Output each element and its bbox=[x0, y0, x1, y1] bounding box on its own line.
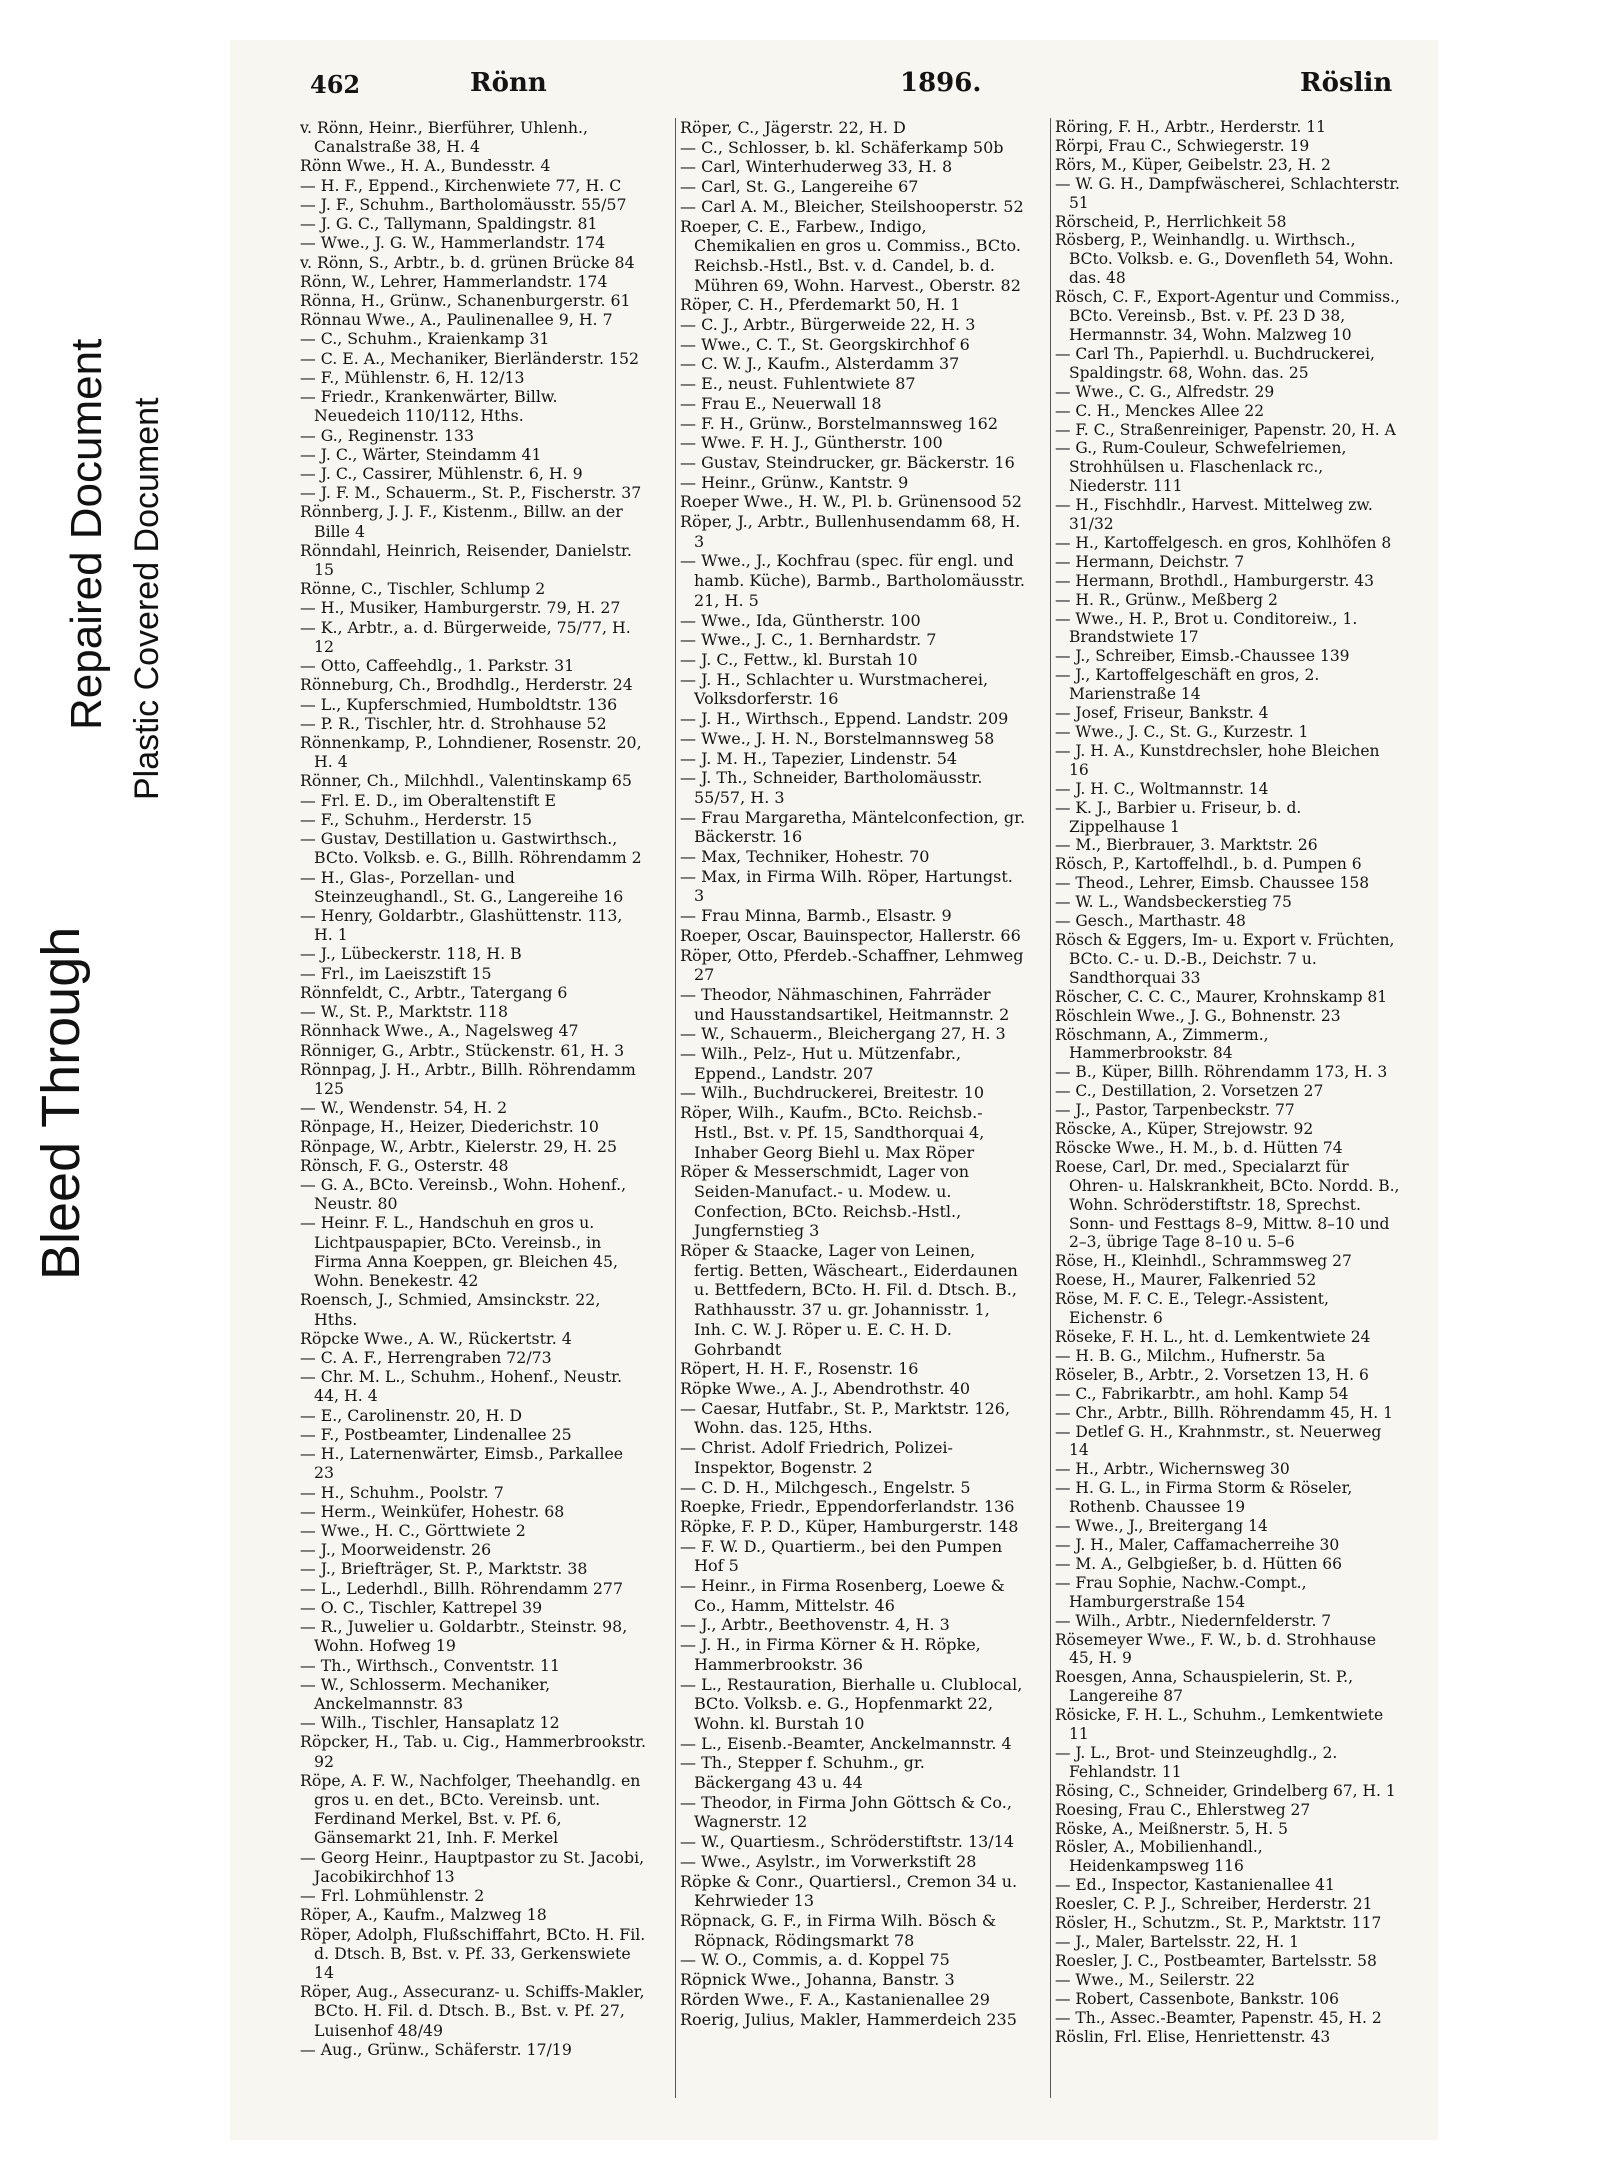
directory-entry: Rösler, H., Schutzm., St. P., Marktstr. 117 bbox=[1055, 1914, 1382, 1933]
directory-entry: Röper, C., Jägerstr. 22, H. D bbox=[680, 118, 906, 137]
directory-entry: — J. G. C., Tallymann, Spaldingstr. 81 bbox=[300, 214, 598, 234]
directory-entry: — C., Destillation, 2. Vorsetzen 27 bbox=[1055, 1082, 1324, 1101]
directory-entry: — Henry, Goldarbtr., Glashüttenstr. 113, H. 1 bbox=[300, 905, 623, 945]
directory-entry: — J., Arbtr., Beethovenstr. 4, H. 3 bbox=[680, 1615, 950, 1635]
directory-entry: — C. A. F., Herrengraben 72/73 bbox=[300, 1348, 552, 1367]
directory-entry: Röscher, C. C. C., Maurer, Krohnskamp 81 bbox=[1055, 987, 1388, 1006]
directory-entry: — Aug., Grünw., Schäferstr. 17/19 bbox=[300, 2039, 572, 2059]
directory-entry: — Max, Techniker, Hohestr. 70 bbox=[680, 847, 930, 867]
directory-column-2 bbox=[675, 118, 1026, 2098]
directory-entry: Röring, F. H., Arbtr., Herderstr. 11 bbox=[1055, 118, 1326, 136]
directory-entry: Röpcker, H., Tab. u. Cig., Hammerbrookstr. 92 bbox=[300, 1732, 646, 1771]
directory-entry: Rönna, H., Grünw., Schanenburgerstr. 61 bbox=[300, 290, 631, 310]
directory-entry: Röper & Messerschmidt, Lager von Seiden-Manufact.- u. Modew. u. Confection, BCto. Reichsb.-Hstl., Jungfernstieg 3 bbox=[680, 1162, 970, 1241]
directory-entry: — J. C., Cassirer, Mühlenstr. 6, H. 9 bbox=[300, 463, 583, 483]
directory-entry: Röslin, Frl. Elise, Henriettenstr. 43 bbox=[1055, 2027, 1331, 2046]
directory-entry: — J. H., in Firma Körner & H. Röpke, Hammerbrookstr. 36 bbox=[680, 1635, 981, 1674]
directory-entry: — J. C., Fettw., kl. Burstah 10 bbox=[680, 649, 918, 669]
directory-entry: Röpcke Wwe., A. W., Rückertstr. 4 bbox=[300, 1328, 572, 1348]
directory-entry: Roese, H., Maurer, Falkenried 52 bbox=[1055, 1271, 1317, 1290]
directory-entry: Röscke, A., Küper, Strejowstr. 92 bbox=[1055, 1120, 1314, 1139]
directory-entry: Roesgen, Anna, Schauspielerin, St. P., Langereihe 87 bbox=[1055, 1668, 1354, 1706]
directory-entry: — E., neust. Fuhlentwiete 87 bbox=[680, 374, 916, 394]
directory-entry: — Frau Margaretha, Mäntelconfection, gr. Bäckerstr. 16 bbox=[680, 807, 1026, 847]
directory-entry: — L., Restauration, Bierhalle u. Clublocal, BCto. Volksb. e. G., Hopfenmarkt 22, Wohn. kl. Burstah 10 bbox=[680, 1674, 1023, 1733]
directory-entry: — Wwe., Ida, Güntherstr. 100 bbox=[680, 610, 921, 630]
directory-entry: Röse, H., Kleinhdl., Schrammsweg 27 bbox=[1055, 1252, 1352, 1271]
directory-entry: — G., Reginenstr. 133 bbox=[300, 425, 474, 445]
directory-entry: — J. F., Schuhm., Bartholomäusstr. 55/57 bbox=[300, 194, 627, 214]
directory-entry: — C. D. H., Milchgesch., Engelstr. 5 bbox=[680, 1477, 971, 1497]
directory-entry: Röpert, H. H. F., Rosenstr. 16 bbox=[680, 1359, 919, 1379]
header-year: 1896. bbox=[900, 68, 982, 98]
directory-entry: — Wwe., J. C., 1. Bernhardstr. 7 bbox=[680, 630, 937, 650]
directory-entry: Rörscheid, P., Herrlichkeit 58 bbox=[1055, 212, 1287, 231]
directory-entry: — Wilh., Buchdruckerei, Breitestr. 10 bbox=[680, 1083, 985, 1103]
directory-entry: — Wilh., Arbtr., Niedernfelderstr. 7 bbox=[1055, 1611, 1332, 1630]
directory-entry: Roesler, C. P. J., Schreiber, Herderstr. 21 bbox=[1055, 1895, 1373, 1914]
directory-entry: — C., Fabrikarbtr., am hohl. Kamp 54 bbox=[1055, 1384, 1349, 1403]
directory-entry: — Georg Heinr., Hauptpastor zu St. Jacobi, Jacobikirchhof 13 bbox=[300, 1847, 645, 1886]
directory-entry: — G. A., BCto. Vereinsb., Wohn. Hohenf., Neustr. 80 bbox=[300, 1175, 627, 1214]
directory-entry: — Wwe., H. P., Brot u. Conditoreiw., 1. Brandstwiete 17 bbox=[1055, 609, 1358, 647]
directory-entry: Röpke Wwe., A. J., Abendrothstr. 40 bbox=[680, 1379, 971, 1398]
directory-entry: Röpnack, G. F., in Firma Wilh. Bösch & Röpnack, Rödingsmarkt 78 bbox=[680, 1910, 997, 1950]
plastic-covered-label: Plastic Covered Document bbox=[128, 397, 166, 800]
directory-entry: Rönpage, H., Heizer, Diederichstr. 10 bbox=[300, 1117, 599, 1137]
directory-entry: — C., Schuhm., Kraienkamp 31 bbox=[300, 329, 550, 349]
directory-entry: — Wwe., J., Kochfrau (spec. für engl. und hamb. Küche), Barmb., Bartholomäusstr. 21, H. 5 bbox=[680, 551, 1026, 610]
directory-entry: — Th., Assec.-Beamter, Papenstr. 45, H. 2 bbox=[1055, 2008, 1382, 2027]
directory-entry: Roese, Carl, Dr. med., Specialarzt für Ohren- u. Halskrankheit, BCto. Nordd. B., Wohn. Schröderstiftstr. 18, Sprechst. Sonn- und Festtags 8–9, Mittw. 8–10 und 2–3, übrige Tage 8–10 u. 5–6 bbox=[1055, 1157, 1400, 1252]
directory-entry: — W. G. H., Dampfwäscherei, Schlachterstr. 51 bbox=[1055, 174, 1400, 212]
directory-column-3 bbox=[1050, 118, 1401, 2098]
directory-entry: — J., Schreiber, Eimsb.-Chaussee 139 bbox=[1055, 647, 1350, 666]
directory-entry: — Wwe., C. G., Alfredstr. 29 bbox=[1055, 382, 1275, 401]
directory-entry: — W., Schauerm., Bleichergang 27, H. 3 bbox=[680, 1024, 1006, 1044]
directory-entry: — J. C., Wärter, Steindamm 41 bbox=[300, 444, 542, 464]
header-left-keyword: Rönn bbox=[470, 68, 547, 98]
directory-entry: — J. H., Schlachter u. Wurstmacherei, Volksdorferstr. 16 bbox=[680, 669, 989, 709]
bleed-through-label: Bleed Through bbox=[31, 926, 91, 1280]
directory-entry: — C. W. J., Kaufm., Alsterdamm 37 bbox=[680, 354, 960, 374]
directory-entry: — Chr. M. L., Schuhm., Hohenf., Neustr. 44, H. 4 bbox=[300, 1367, 622, 1406]
directory-entry: — R., Juwelier u. Goldarbtr., Steinstr. 98, Wohn. Hofweg 19 bbox=[300, 1617, 628, 1656]
directory-entry: — Robert, Cassenbote, Bankstr. 106 bbox=[1055, 1989, 1340, 2008]
directory-entry: — Frl. Lohmühlenstr. 2 bbox=[300, 1886, 485, 1906]
directory-entry: — H., Schuhm., Poolstr. 7 bbox=[300, 1482, 504, 1502]
directory-entry: Röscke Wwe., H. M., b. d. Hütten 74 bbox=[1055, 1138, 1343, 1157]
directory-entry: Röpke & Conr., Quartiersl., Cremon 34 u. Kehrwieder 13 bbox=[680, 1871, 1018, 1911]
directory-entry: — J., Moorweidenstr. 26 bbox=[300, 1540, 492, 1560]
directory-entry: Rösch & Eggers, Im- u. Export v. Früchten, BCto. C.- u. D.-B., Deichstr. 7 u. Sandthorquai 33 bbox=[1055, 930, 1395, 987]
directory-entry: Röper, Otto, Pferdeb.-Schaffner, Lehmweg 27 bbox=[680, 945, 1024, 985]
directory-entry: Rönnau Wwe., A., Paulinenallee 9, H. 7 bbox=[300, 310, 613, 330]
directory-entry: Rörs, M., Küper, Geibelstr. 23, H. 2 bbox=[1055, 155, 1331, 174]
directory-entry: — Theodor, Nähmaschinen, Fahrräder und Hausstandsartikel, Heitmannstr. 2 bbox=[680, 984, 1010, 1024]
directory-entry: — E., Carolinenstr. 20, H. D bbox=[300, 1405, 523, 1425]
directory-entry: — Wwe., H. C., Görttwiete 2 bbox=[300, 1520, 526, 1540]
directory-entry: Rönndahl, Heinrich, Reisender, Danielstr. 15 bbox=[300, 540, 632, 580]
directory-entry: — Heinr., Grünw., Kantstr. 9 bbox=[680, 472, 909, 492]
directory-entry: — F. C., Straßenreiniger, Papenstr. 20, H. A bbox=[1055, 420, 1396, 439]
directory-entry: Röschlein Wwe., J. G., Bohnenstr. 23 bbox=[1055, 1006, 1341, 1025]
directory-entry: — Friedr., Krankenwärter, Billw. Neuedeich 110/112, Hths. bbox=[300, 387, 558, 426]
directory-entry: — C. E. A., Mechaniker, Bierländerstr. 152 bbox=[300, 348, 640, 368]
directory-entry: — Ed., Inspector, Kastanienallee 41 bbox=[1055, 1876, 1335, 1895]
directory-entry: Roeper, C. E., Farbew., Indigo, Chemikalien en gros u. Commiss., BCto. Reichsb.-Hstl., Bst. v. d. Candel, b. d. Mühren 69, Wohn. Harvest., Oberstr. 82 bbox=[680, 216, 1021, 295]
directory-entry: v. Rönn, Heinr., Bierführer, Uhlenh., Canalstraße 38, H. 4 bbox=[300, 118, 589, 157]
directory-entry: — Wilh., Tischler, Hansaplatz 12 bbox=[300, 1713, 560, 1733]
directory-entry: Rönner, Ch., Milchhdl., Valentinskamp 65 bbox=[300, 771, 632, 791]
directory-entry: — C. H., Menckes Allee 22 bbox=[1055, 401, 1265, 420]
directory-entry: — Frl. E. D., im Oberaltenstift E bbox=[300, 790, 557, 810]
directory-entry: — L., Lederhdl., Billh. Röhrendamm 277 bbox=[300, 1578, 623, 1598]
directory-entry: — G., Rum-Couleur, Schwefelriemen, Strohhülsen u. Flaschenlack rc., Niederstr. 111 bbox=[1055, 439, 1347, 496]
directory-entry: — Th., Stepper f. Schuhm., gr. Bäckergang 43 u. 44 bbox=[680, 1753, 925, 1793]
directory-entry: Roesler, J. C., Postbeamter, Bartelsstr. 58 bbox=[1055, 1951, 1377, 1970]
directory-entry: — H. F., Eppend., Kirchenwiete 77, H. C bbox=[300, 175, 622, 195]
directory-entry: — Chr., Arbtr., Billh. Röhrendamm 45, H. 1 bbox=[1055, 1403, 1393, 1422]
header-right-keyword: Röslin bbox=[1300, 68, 1393, 98]
directory-entry: — J., Lübeckerstr. 118, H. B bbox=[300, 944, 522, 964]
directory-entry: Roerig, Julius, Makler, Hammerdeich 235 bbox=[680, 2009, 1017, 2029]
directory-entry: Rösch, C. F., Export-Agentur und Commiss., BCto. Vereinsb., Bst. v. Pf. 23 D 38, Hermannstr. 34, Wohn. Malzweg 10 bbox=[1055, 288, 1400, 344]
directory-entry: — Carl, St. G., Langereihe 67 bbox=[680, 177, 919, 197]
directory-entry: Roensch, J., Schmied, Amsinckstr. 22, Hths. bbox=[300, 1290, 601, 1329]
directory-entry: Röseler, B., Arbtr., 2. Vorsetzen 13, H. 6 bbox=[1055, 1365, 1369, 1384]
directory-entry: — Wwe., J. G. W., Hammerlandstr. 174 bbox=[300, 233, 606, 253]
directory-entry: — Carl A. M., Bleicher, Steilshooperstr. 52 bbox=[680, 196, 1024, 216]
directory-entry: — F., Postbeamter, Lindenallee 25 bbox=[300, 1424, 572, 1444]
directory-entry: Roesing, Frau C., Ehlerstweg 27 bbox=[1055, 1800, 1311, 1819]
directory-entry: Röschmann, A., Zimmerm., Hammerbrookstr. 84 bbox=[1055, 1025, 1269, 1063]
directory-entry: Roeper, Oscar, Bauinspector, Hallerstr. 66 bbox=[680, 925, 1021, 945]
directory-entry: — Otto, Caffeehdlg., 1. Parkstr. 31 bbox=[300, 656, 575, 676]
directory-entry: — H. G. L., in Firma Storm & Röseler, Rothenb. Chaussee 19 bbox=[1055, 1479, 1353, 1517]
directory-entry: — O. C., Tischler, Kattrepel 39 bbox=[300, 1597, 543, 1617]
directory-entry: — F. W. D., Quartierm., bei den Pumpen Hof 5 bbox=[680, 1536, 1003, 1576]
directory-entry: — Wilh., Pelz-, Hut u. Mützenfabr., Eppend., Landstr. 207 bbox=[680, 1044, 962, 1083]
directory-entry: — Theod., Lehrer, Eimsb. Chaussee 158 bbox=[1055, 874, 1370, 893]
directory-entry: — Carl, Winterhuderweg 33, H. 8 bbox=[680, 157, 953, 177]
directory-entry: — H., Arbtr., Wichernsweg 30 bbox=[1055, 1460, 1290, 1479]
directory-entry: — Gustav, Destillation u. Gastwirthsch., BCto. Volksb. e. G., Billh. Röhrendamm 2 bbox=[300, 829, 642, 868]
directory-entry: — C., Schlosser, b. kl. Schäferkamp 50b bbox=[680, 137, 1004, 157]
directory-entry: Röper, J., Arbtr., Bullenhusendamm 68, H. 3 bbox=[680, 512, 1021, 551]
directory-entry: — Wwe., Asylstr., im Vorwerkstift 28 bbox=[680, 1851, 977, 1871]
directory-entry: Rönn, W., Lehrer, Hammerlandstr. 174 bbox=[300, 271, 608, 291]
directory-entry: Röpe, A. F. W., Nachfolger, Theehandlg. en gros u. en det., BCto. Vereinsb. unt. Ferdinand Merkel, Bst. v. Pf. 6, Gänsemarkt 21, Inh. F. Merkel bbox=[300, 1770, 641, 1848]
directory-entry: — Heinr. F. L., Handschuh en gros u. Lichtpauspapier, BCto. Vereinsb., in Firma Anna Koeppen, gr. Bleichen 45, Wohn. Benekestr. 42 bbox=[300, 1213, 619, 1291]
directory-entry: — Theodor, in Firma John Göttsch & Co., Wagnerstr. 12 bbox=[680, 1792, 1012, 1832]
directory-entry: — H., Musiker, Hamburgerstr. 79, H. 27 bbox=[300, 598, 621, 618]
directory-entry: — K., Arbtr., a. d. Bürgerweide, 75/77, H. 12 bbox=[300, 617, 631, 656]
directory-entry: — K. J., Barbier u. Friseur, b. d. Zippelhause 1 bbox=[1055, 798, 1302, 836]
directory-entry: — F. H., Grünw., Borstelmannsweg 162 bbox=[680, 413, 998, 433]
directory-entry: — J., Maler, Bartelsstr. 22, H. 1 bbox=[1055, 1933, 1299, 1951]
directory-entry: Roeper Wwe., H. W., Pl. b. Grünensood 52 bbox=[680, 492, 1022, 512]
directory-entry: — W., St. P., Marktstr. 118 bbox=[300, 1002, 508, 1022]
directory-entry: Rösicke, F. H. L., Schuhm., Lemkentwiete 11 bbox=[1055, 1706, 1384, 1744]
directory-entry: — Wwe. F. H. J., Güntherstr. 100 bbox=[680, 433, 943, 453]
directory-entry: — Wwe., J. C., St. G., Kurzestr. 1 bbox=[1055, 723, 1309, 741]
directory-entry: — W., Wendenstr. 54, H. 2 bbox=[300, 1098, 508, 1118]
directory-entry: — J., Briefträger, St. P., Marktstr. 38 bbox=[300, 1559, 588, 1579]
directory-entry: — F., Schuhm., Herderstr. 15 bbox=[300, 809, 533, 829]
directory-entry: — Josef, Friseur, Bankstr. 4 bbox=[1055, 704, 1269, 723]
directory-entry: — Frl., im Laeiszstift 15 bbox=[300, 963, 492, 983]
directory-entry: — Wwe., M., Seilerstr. 22 bbox=[1055, 1970, 1255, 1989]
directory-entry: Rönniger, G., Arbtr., Stückenstr. 61, H. 3 bbox=[300, 1040, 625, 1060]
directory-entry: Rösler, A., Mobilienhandl., Heidenkampsweg 116 bbox=[1055, 1838, 1263, 1876]
directory-entry: — H., Fischhdlr., Harvest. Mittelweg zw. 31/32 bbox=[1055, 496, 1373, 534]
directory-entry: — W. L., Wandsbeckerstieg 75 bbox=[1055, 893, 1292, 912]
directory-columns bbox=[300, 118, 1400, 2098]
directory-entry: — J., Pastor, Tarpenbeckstr. 77 bbox=[1055, 1101, 1295, 1120]
directory-entry: — J. M. H., Tapezier, Lindenstr. 54 bbox=[680, 748, 958, 768]
directory-entry: — J. H., Maler, Caffamacherreihe 30 bbox=[1055, 1535, 1340, 1554]
directory-entry: Rönn Wwe., H. A., Bundesstr. 4 bbox=[300, 156, 551, 176]
directory-entry: — H., Glas-, Porzellan- und Steinzeughandl., St. G., Langereihe 16 bbox=[300, 867, 624, 906]
directory-entry: Röpke, F. P. D., Küper, Hamburgerstr. 148 bbox=[680, 1516, 1019, 1536]
directory-entry: Rösberg, P., Weinhandlg. u. Wirthsch., BCto. Volksb. e. G., Dovenfleth 54, Wohn. das. 48 bbox=[1055, 231, 1394, 288]
directory-entry: — Heinr., in Firma Rosenberg, Loewe & Co., Hamm, Mittelstr. 46 bbox=[680, 1576, 1005, 1615]
directory-entry: Röper & Staacke, Lager von Leinen, fertig. Betten, Wäscheart., Eiderdaunen u. Bettfedern, BCto. H. Fil. d. Dtsch. B., Rathhausstr. 37 u. gr. Johannisstr. 1, Inh. C. W. J. Röper u. E. C. H. D. Gohrbandt bbox=[680, 1241, 1018, 1359]
scan-condition-labels bbox=[0, 200, 215, 2100]
directory-entry: v. Rönn, S., Arbtr., b. d. grünen Brücke 84 bbox=[300, 252, 635, 272]
directory-entry: — L., Kupferschmied, Humboldtstr. 136 bbox=[300, 694, 618, 714]
directory-entry: Rönpage, W., Arbtr., Kielerstr. 29, H. 25 bbox=[300, 1136, 618, 1156]
directory-entry: — Frau Minna, Barmb., Elsastr. 9 bbox=[680, 906, 952, 926]
directory-entry: Röper, A., Kaufm., Malzweg 18 bbox=[300, 1905, 547, 1925]
directory-entry: — L., Eisenb.-Beamter, Anckelmannstr. 4 bbox=[680, 1733, 1012, 1753]
directory-entry: — W., Schlosserm. Mechaniker, Anckelmannstr. 83 bbox=[300, 1674, 551, 1713]
directory-entry: Rönnenkamp, P., Lohndiener, Rosenstr. 20, H. 4 bbox=[300, 733, 642, 772]
directory-entry: Röseke, F. H. L., ht. d. Lemkentwiete 24 bbox=[1055, 1328, 1371, 1346]
directory-entry: Röse, M. F. C. E., Telegr.-Assistent, Eichenstr. 6 bbox=[1055, 1290, 1329, 1328]
directory-entry: Rönne, C., Tischler, Schlump 2 bbox=[300, 579, 546, 599]
directory-entry: — Herm., Weinküfer, Hohestr. 68 bbox=[300, 1501, 565, 1521]
directory-entry: — P. R., Tischler, htr. d. Strohhause 52 bbox=[300, 713, 607, 733]
directory-entry: — C. J., Arbtr., Bürgerweide 22, H. 3 bbox=[680, 315, 976, 335]
directory-entry: — J. H., Wirthsch., Eppend. Landstr. 209 bbox=[680, 709, 1009, 729]
directory-entry: — J., Kartoffelgeschäft en gros, 2. Marienstraße 14 bbox=[1055, 666, 1320, 704]
directory-entry: Röper, Adolph, Flußschiffahrt, BCto. H. Fil. d. Dtsch. B, Bst. v. Pf. 33, Gerkenswiete 14 bbox=[300, 1924, 646, 1982]
directory-entry: — Wwe., J. H. N., Borstelmannsweg 58 bbox=[680, 728, 995, 748]
directory-entry: Röske, A., Meißnerstr. 5, H. 5 bbox=[1055, 1819, 1288, 1838]
directory-entry: — Frau E., Neuerwall 18 bbox=[680, 393, 882, 413]
directory-entry: Rönnhack Wwe., A., Nagelsweg 47 bbox=[300, 1021, 579, 1041]
directory-entry: — J. Th., Schneider, Bartholomäusstr. 55/57, H. 3 bbox=[680, 768, 983, 807]
directory-entry: — Detlef G. H., Krahnmstr., st. Neuerweg 14 bbox=[1055, 1422, 1382, 1460]
directory-entry: — J. H. C., Woltmannstr. 14 bbox=[1055, 779, 1269, 798]
directory-entry: — Carl Th., Papierhdl. u. Buchdruckerei, Spaldingstr. 68, Wohn. das. 25 bbox=[1055, 344, 1375, 382]
directory-entry: Röper, Aug., Assecuranz- u. Schiffs-Makler, BCto. H. Fil. d. Dtsch. B., Bst. v. Pf. 27, Luisenhof 48/49 bbox=[300, 1982, 645, 2040]
directory-entry: Rösing, C., Schneider, Grindelberg 67, H. 1 bbox=[1055, 1781, 1396, 1800]
directory-entry: Rösch, P., Kartoffelhdl., b. d. Pumpen 6 bbox=[1055, 855, 1362, 874]
directory-entry: — H. B. G., Milchm., Hufnerstr. 5a bbox=[1055, 1346, 1326, 1365]
directory-entry: Roepke, Friedr., Eppendorferlandstr. 136 bbox=[680, 1497, 1015, 1517]
directory-entry: Röper, Wilh., Kaufm., BCto. Reichsb.-Hstl., Bst. v. Pf. 15, Sandthorquai 4, Inhaber Georg Biehl u. Max Röper bbox=[680, 1103, 985, 1162]
directory-entry: Rönnpag, J. H., Arbtr., Billh. Röhrendamm 125 bbox=[300, 1059, 636, 1098]
directory-entry: — H., Kartoffelgesch. en gros, Kohlhöfen 8 bbox=[1055, 533, 1392, 552]
directory-entry: — J. F. M., Schauerm., St. P., Fischerstr. 37 bbox=[300, 483, 642, 503]
directory-entry: Rönnfeldt, C., Arbtr., Tatergang 6 bbox=[300, 982, 568, 1002]
directory-entry: — W. O., Commis, a. d. Koppel 75 bbox=[680, 1950, 950, 1970]
page-header bbox=[310, 62, 1393, 108]
directory-entry: — Gustav, Steindrucker, gr. Bäckerstr. 16 bbox=[680, 452, 1015, 472]
repaired-document-label: Repaired Document bbox=[62, 338, 111, 730]
directory-entry: Rönnberg, J. J. F., Kistenm., Billw. an der Bille 4 bbox=[300, 502, 623, 541]
directory-entry: Rönsch, F. G., Osterstr. 48 bbox=[300, 1155, 509, 1175]
directory-entry: — W., Quartiesm., Schröderstiftstr. 13/14 bbox=[680, 1832, 1015, 1852]
directory-entry: — J. H. A., Kunstdrechsler, hohe Bleichen 16 bbox=[1055, 741, 1380, 779]
directory-entry: — Hermann, Deichstr. 7 bbox=[1055, 552, 1245, 571]
directory-entry: — H., Laternenwärter, Eimsb., Parkallee 23 bbox=[300, 1444, 624, 1483]
directory-entry: — Wwe., J., Breitergang 14 bbox=[1055, 1517, 1268, 1536]
page-number: 462 bbox=[310, 70, 361, 99]
directory-entry: — Christ. Adolf Friedrich, Polizei-Inspektor, Bogenstr. 2 bbox=[680, 1438, 953, 1477]
directory-entry: — M., Bierbrauer, 3. Marktstr. 26 bbox=[1055, 836, 1318, 855]
directory-entry: Röpnick Wwe., Johanna, Banstr. 3 bbox=[680, 1970, 955, 1990]
directory-entry: — Frau Sophie, Nachw.-Compt., Hamburgerstraße 154 bbox=[1055, 1573, 1307, 1611]
directory-entry: — H. R., Grünw., Meßberg 2 bbox=[1055, 590, 1278, 609]
directory-entry: — F., Mühlenstr. 6, H. 12/13 bbox=[300, 367, 525, 387]
directory-entry: Rönneburg, Ch., Brodhdlg., Herderstr. 24 bbox=[300, 675, 633, 695]
directory-entry: — Max, in Firma Wilh. Röper, Hartungst. 3 bbox=[680, 866, 1013, 906]
directory-entry: Rösemeyer Wwe., F. W., b. d. Strohhause 45, H. 9 bbox=[1055, 1630, 1377, 1668]
directory-entry: Röper, C. H., Pferdemarkt 50, H. 1 bbox=[680, 295, 961, 315]
directory-entry: — Th., Wirthsch., Conventstr. 11 bbox=[300, 1655, 561, 1675]
directory-entry: Rörden Wwe., F. A., Kastanienallee 29 bbox=[680, 1989, 990, 2009]
directory-entry: — B., Küper, Billh. Röhrendamm 173, H. 3 bbox=[1055, 1063, 1388, 1082]
directory-entry: — Hermann, Brothdl., Hamburgerstr. 43 bbox=[1055, 571, 1375, 590]
directory-column-1 bbox=[300, 118, 646, 2098]
directory-entry: Rörpi, Frau C., Schwiegerstr. 19 bbox=[1055, 136, 1310, 155]
directory-entry: — Wwe., C. T., St. Georgskirchhof 6 bbox=[680, 334, 970, 354]
directory-entry: — Gesch., Marthastr. 48 bbox=[1055, 912, 1246, 931]
directory-entry: — M. A., Gelbgießer, b. d. Hütten 66 bbox=[1055, 1554, 1343, 1573]
directory-entry: — Caesar, Hutfabr., St. P., Marktstr. 126, Wohn. das. 125, Hths. bbox=[680, 1398, 1011, 1438]
directory-entry: — J. L., Brot- und Steinzeughdlg., 2. Fehlandstr. 11 bbox=[1055, 1743, 1338, 1781]
